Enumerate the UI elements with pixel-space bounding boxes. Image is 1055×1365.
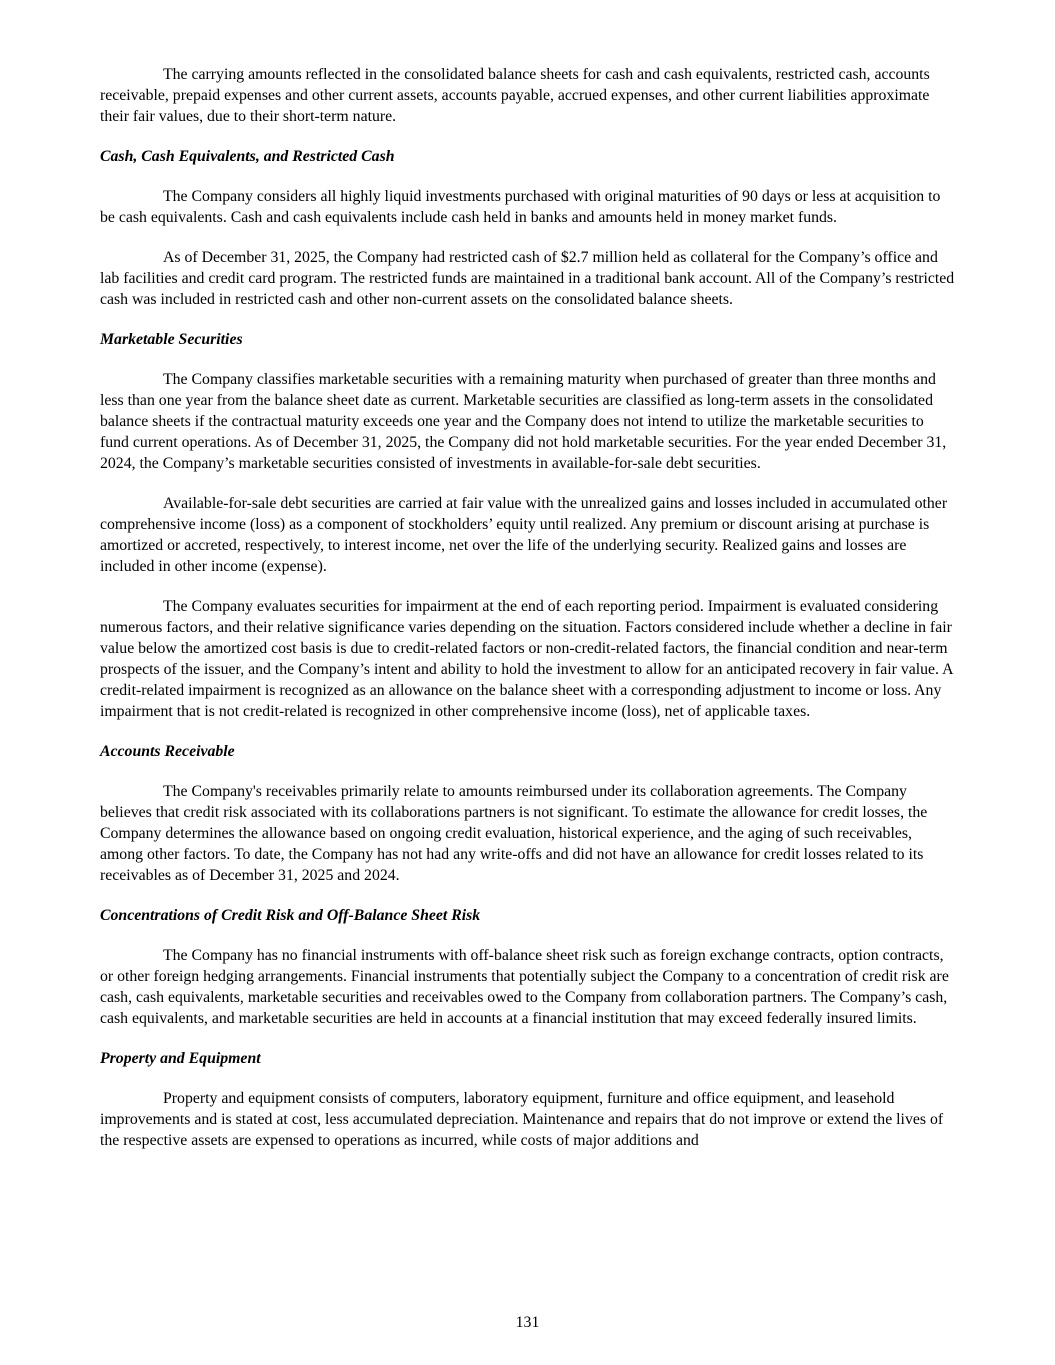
paragraph-restricted-cash: As of December 31, 2025, the Company had restricted cash of $2.7 million held as collateral for the Company’s office and lab facilities and credit card program. The restricted funds are maintained in a traditional bank account. All of the Company’s restricted cash was included in restricted cash and other non-current assets on the consolidated balance sheets. <box>100 249 955 308</box>
page-footer <box>0 1312 1055 1333</box>
heading-property-and-equipment: Property and Equipment <box>100 1050 261 1067</box>
paragraph-cash-equivalents-definition: The Company considers all highly liquid investments purchased with original maturities of 90 days or less at acquisition to be cash equivalents. Cash and cash equivalents include cash held in banks and amounts held in money market funds. <box>100 188 941 226</box>
heading-cash-cash-equivalents-restricted-cash: Cash, Cash Equivalents, and Restricted Cash <box>100 148 395 165</box>
paragraph-carrying-amounts: The carrying amounts reflected in the consolidated balance sheets for cash and cash equivalents, restricted cash, accounts receivable, prepaid expenses and other current assets, accounts payable, accrued expenses, and other current liabilities approximate their fair values, due to their short-term nature. <box>100 66 930 125</box>
paragraph-available-for-sale-securities: Available-for-sale debt securities are carried at fair value with the unrealized gains and losses included in accumulated other comprehensive income (loss) as a component of stockholders’ equity until realized. Any premium or discount arising at purchase is amortized or accreted, respectively, to interest income, net over the life of the underlying security. Realized gains and losses are included in other income (expense). <box>100 495 948 575</box>
page-number: 131 <box>515 1314 540 1331</box>
paragraph-impairment-evaluation: The Company evaluates securities for impairment at the end of each reporting period. Impairment is evaluated considering numerous factors, and their relative significance varies depending on the situation. Factors considered include whether a decline in fair value below the amortized cost basis is due to credit-related factors or non-credit-related factors, the financial condition and near-term prospects of the issuer, and the Company’s intent and ability to hold the investment to allow for an anticipated recovery in fair value. A credit-related impairment is recognized as an allowance on the balance sheet with a corresponding adjustment to income or loss. Any impairment that is not credit-related is recognized in other comprehensive income (loss), net of applicable taxes. <box>100 598 953 720</box>
heading-marketable-securities: Marketable Securities <box>100 331 243 348</box>
heading-concentrations-credit-risk: Concentrations of Credit Risk and Off-Balance Sheet Risk <box>100 907 481 924</box>
paragraph-marketable-securities-classification: The Company classifies marketable securities with a remaining maturity when purchased of greater than three months and less than one year from the balance sheet date as current. Marketable securities are classified as long-term assets in the consolidated balance sheets if the contractual maturity exceeds one year and the Company does not intend to utilize the marketable securities to fund current operations. As of December 31, 2025, the Company did not hold marketable securities. For the year ended December 31, 2024, the Company’s marketable securities consisted of investments in available-for-sale debt securities. <box>100 371 947 472</box>
heading-accounts-receivable: Accounts Receivable <box>100 743 235 760</box>
paragraph-receivables-credit-risk: The Company's receivables primarily relate to amounts reimbursed under its collaboration agreements. The Company believes that credit risk associated with its collaborations partners is not significant. To estimate the allowance for credit losses, the Company determines the allowance based on ongoing credit evaluation, historical experience, and the aging of such receivables, among other factors. To date, the Company has not had any write-offs and did not have an allowance for credit losses related to its receivables as of December 31, 2025 and 2024. <box>100 783 928 884</box>
paragraph-off-balance-sheet-risk: The Company has no financial instruments with off-balance sheet risk such as foreign exchange contracts, option contracts, or other foreign hedging arrangements. Financial instruments that potentially subject the Company to a concentration of credit risk are cash, cash equivalents, marketable securities and receivables owed to the Company from collaboration partners. The Company’s cash, cash equivalents, and marketable securities are held in accounts at a financial institution that may exceed federally insured limits. <box>100 947 949 1027</box>
paragraph-property-equipment-cost: Property and equipment consists of computers, laboratory equipment, furniture and office equipment, and leasehold improvements and is stated at cost, less accumulated depreciation. Maintenance and repairs that do not improve or extend the lives of the respective assets are expensed to operations as incurred, while costs of major additions and <box>100 1090 944 1149</box>
